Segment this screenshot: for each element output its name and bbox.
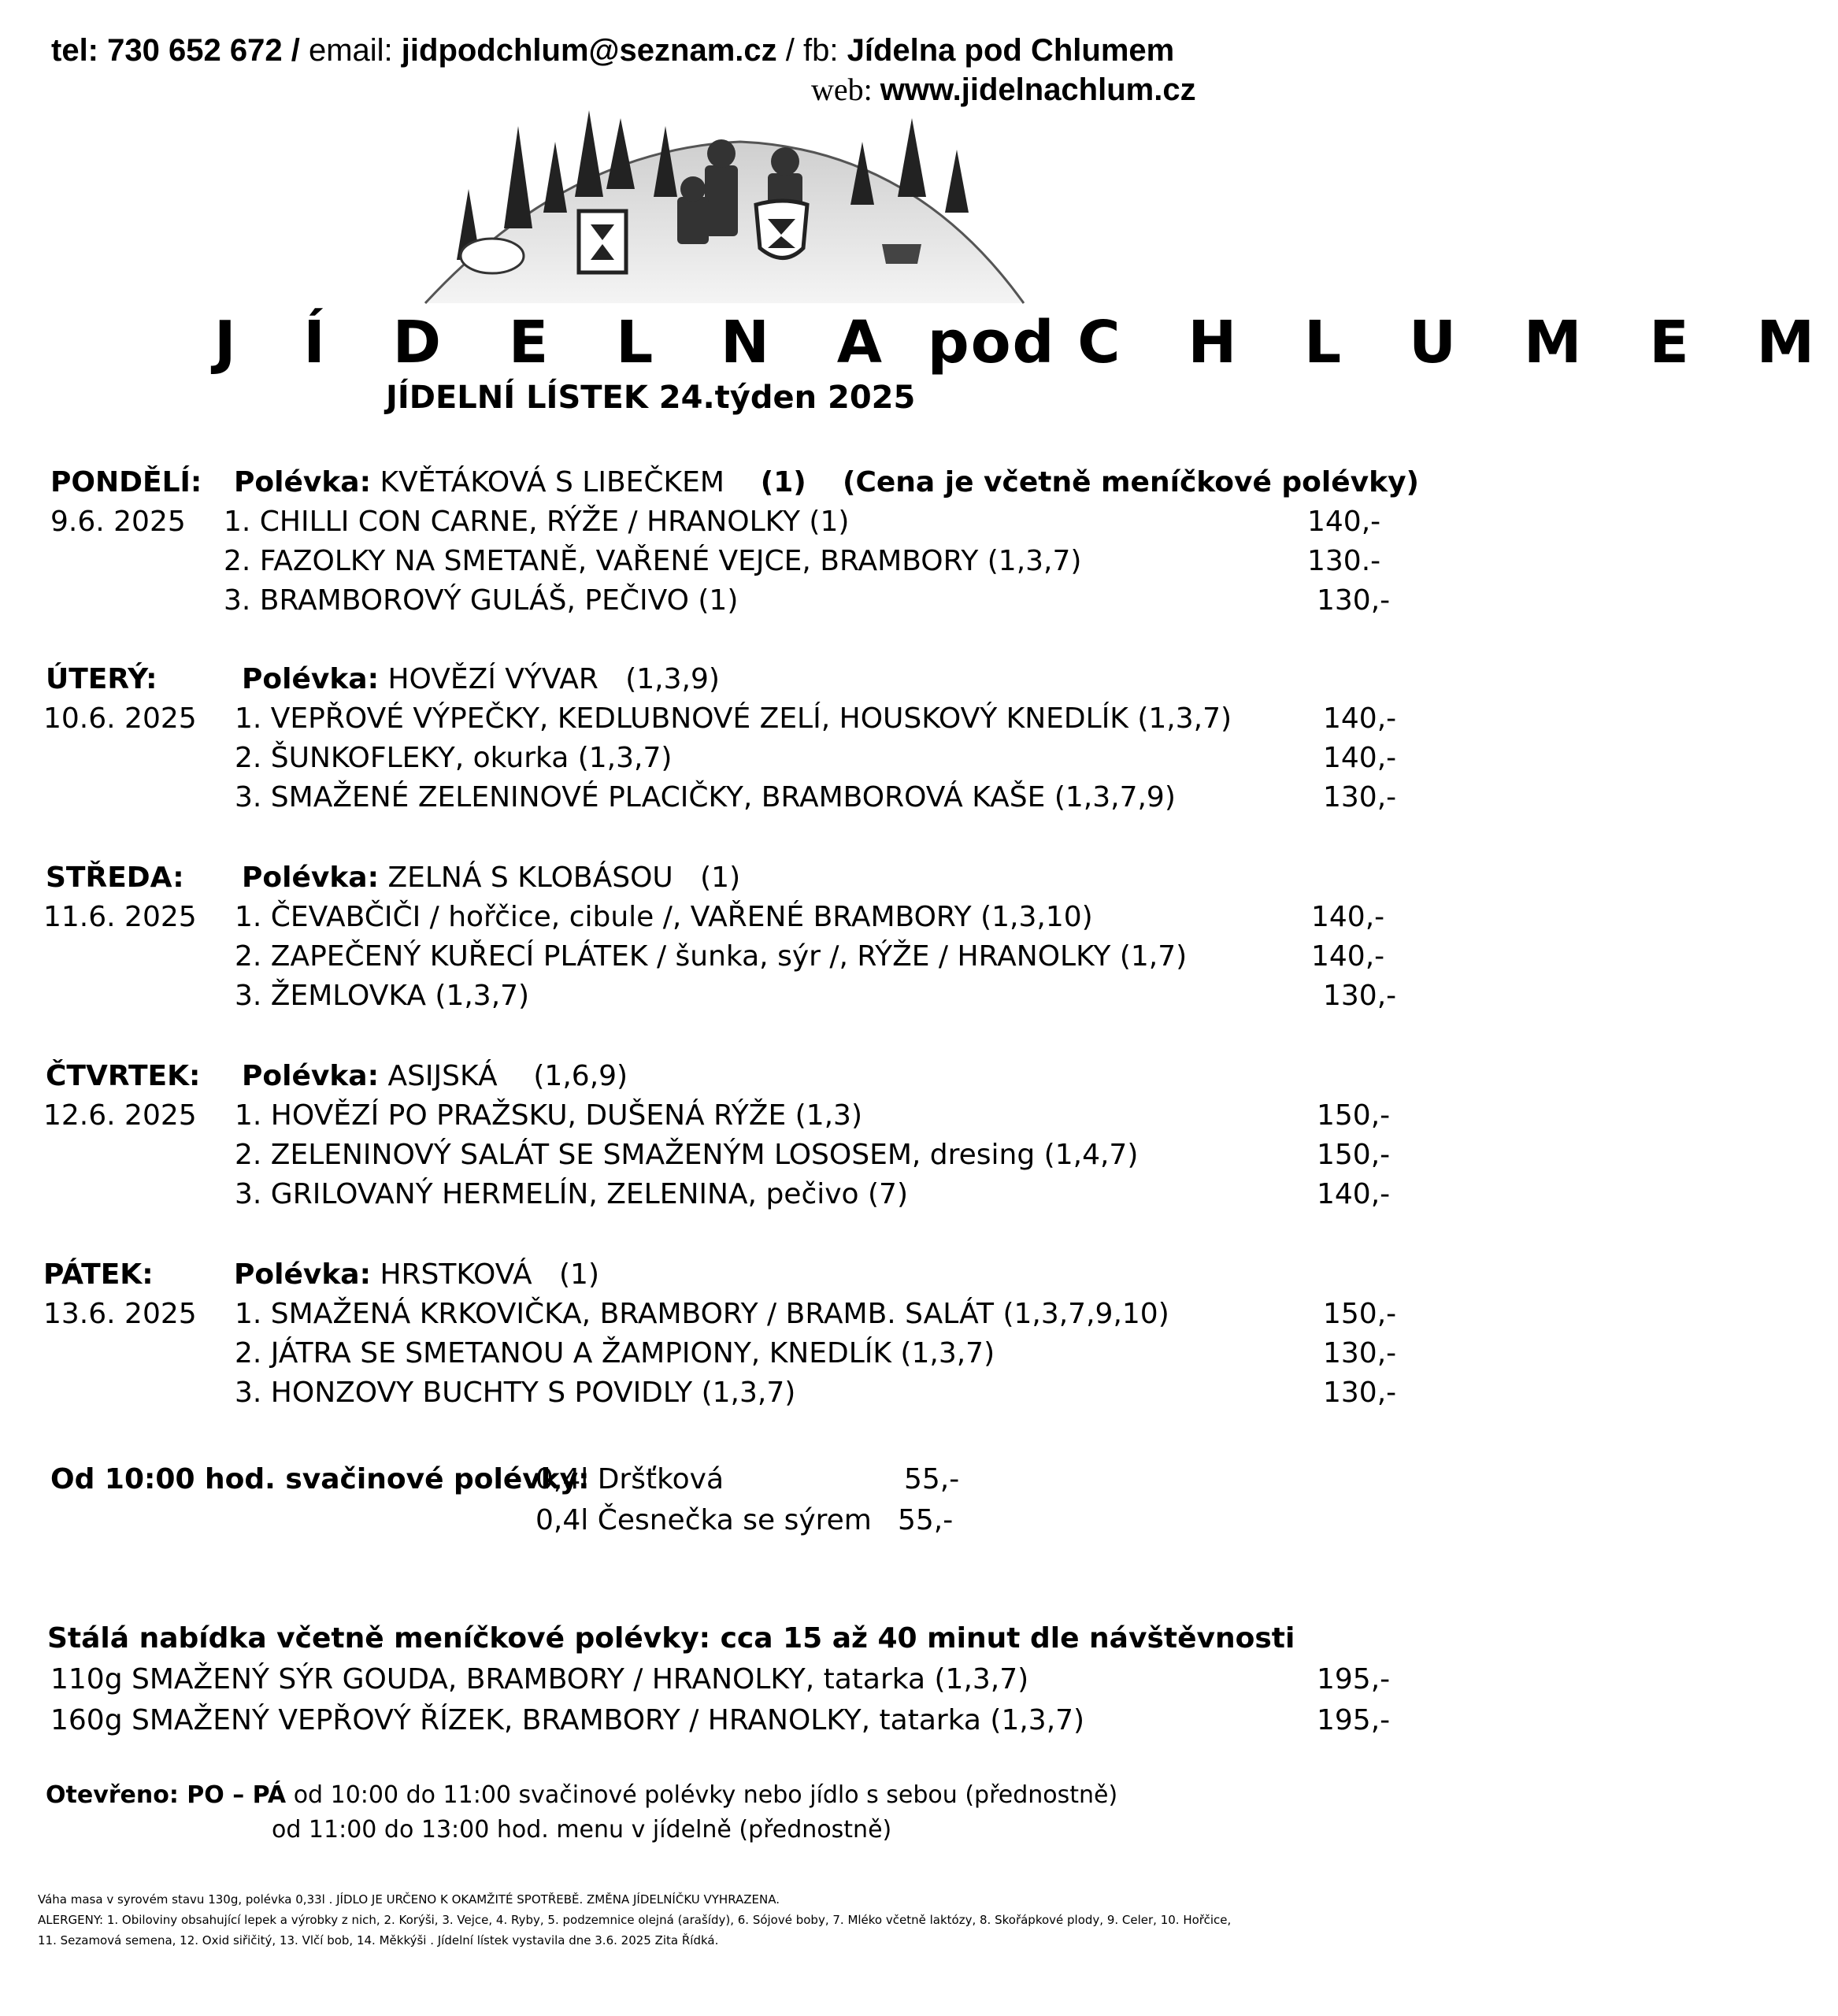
- snack-price: 55,-: [898, 1504, 954, 1536]
- footer-allergens-cont: 11. Sezamová semena, 12. Oxid siřičitý, 13. Vlčí bob, 14. Měkkýši . Jídelní lístek vystavila dne 3.6. 2025 Zita Řídká.: [38, 1933, 719, 1947]
- standing-item: 160g SMAŽENÝ VEPŘOVÝ ŘÍZEK, BRAMBORY / HRANOLKY, tatarka (1,3,7): [50, 1704, 1085, 1736]
- tel-number: 730 652 672: [107, 33, 283, 68]
- meal-item: 3. BRAMBOROVÝ GULÁŠ, PEČIVO (1): [224, 584, 739, 617]
- separator: /: [291, 33, 300, 68]
- fb-name: Jídelna pod Chlumem: [847, 33, 1175, 68]
- soup-name: HRSTKOVÁ: [380, 1258, 532, 1291]
- meal-item: 3. HONZOVY BUCHTY S POVIDLY (1,3,7): [235, 1377, 796, 1409]
- footer-note: Váha masa v syrovém stavu 130g, polévka 0,33l . JÍDLO JE URČENO K OKAMŽITÉ SPOTŘEBĚ. ZMĚNA JÍDELNÍČKU VYHRAZENA.: [38, 1892, 780, 1907]
- soup-name: KVĚTÁKOVÁ S LIBEČKEM: [380, 466, 724, 498]
- meal-item: 2. JÁTRA SE SMETANOU A ŽAMPIONY, KNEDLÍK (1,3,7): [235, 1337, 995, 1369]
- meal-item: 2. FAZOLKY NA SMETANĚ, VAŘENÉ VEJCE, BRAMBORY (1,3,7): [224, 545, 1082, 577]
- soup-line: [242, 663, 720, 695]
- email-address: jidpodchlum@seznam.cz: [401, 33, 777, 68]
- tel-label: tel:: [51, 33, 98, 68]
- meal-item: 3. ŽEMLOVKA (1,3,7): [235, 980, 530, 1012]
- soup-allergens: (1): [760, 466, 806, 498]
- meal-price: 140,-: [1307, 506, 1381, 538]
- opening-line1: od 10:00 do 11:00 svačinové polévky nebo jídlo s sebou (přednostně): [293, 1781, 1118, 1809]
- day-date: 11.6. 2025: [43, 901, 197, 933]
- soup-line: [234, 1258, 599, 1291]
- hill-knights-illustration: [409, 79, 1039, 307]
- page-title: [214, 309, 1838, 376]
- meal-item: 1. CHILLI CON CARNE, RÝŽE / HRANOLKY (1): [224, 506, 850, 538]
- meal-item: 3. GRILOVANÝ HERMELÍN, ZELENINA, pečivo (7): [235, 1178, 908, 1210]
- soup-line: [234, 466, 806, 498]
- contact-line: [51, 33, 1174, 69]
- meal-item: 1. SMAŽENÁ KRKOVIČKA, BRAMBORY / BRAMB. SALÁT (1,3,7,9,10): [235, 1298, 1169, 1330]
- soup-label: Polévka:: [242, 1060, 379, 1092]
- soup-line: [242, 1060, 628, 1092]
- meal-price: 130.-: [1307, 545, 1381, 577]
- snack-item: 0,4l Česnečka se sýrem: [535, 1504, 872, 1536]
- soup-allergens: (1,3,9): [625, 663, 720, 695]
- soup-line: [242, 862, 740, 894]
- standing-item: 110g SMAŽENÝ SÝR GOUDA, BRAMBORY / HRANOLKY, tatarka (1,3,7): [50, 1663, 1029, 1695]
- day-label: ČTVRTEK:: [46, 1060, 201, 1092]
- meal-item: 2. ZAPEČENÝ KUŘECÍ PLÁTEK / šunka, sýr /, RÝŽE / HRANOLKY (1,7): [235, 940, 1188, 973]
- meal-item: 2. ZELENINOVÝ SALÁT SE SMAŽENÝM LOSOSEM, dresing (1,4,7): [235, 1139, 1139, 1171]
- title-chlumem: C H L U M E M: [1077, 309, 1838, 376]
- soup-label: Polévka:: [234, 1258, 371, 1291]
- meal-price: 140,-: [1323, 702, 1397, 735]
- meal-price: 150,-: [1323, 1298, 1397, 1330]
- soup-label: Polévka:: [234, 466, 371, 498]
- snack-item: 0,4l Dršťková: [535, 1463, 724, 1495]
- meal-price: 140,-: [1311, 901, 1385, 933]
- meal-price: 150,-: [1317, 1139, 1391, 1171]
- meal-item: 1. ČEVABČIČI / hořčice, cibule /, VAŘENÉ BRAMBORY (1,3,10): [235, 901, 1093, 933]
- opening-hours: [46, 1781, 1117, 1809]
- email-label: email:: [308, 33, 393, 68]
- meal-item: 3. SMAŽENÉ ZELENINOVÉ PLACIČKY, BRAMBOROVÁ KAŠE (1,3,7,9): [235, 781, 1176, 813]
- standing-heading: Stálá nabídka včetně meníčkové polévky: cca 15 až 40 minut dle návštěvnosti: [47, 1622, 1295, 1655]
- opening-label: Otevřeno: PO – PÁ: [46, 1781, 287, 1809]
- web-label: web:: [811, 72, 873, 107]
- soup-allergens: (1): [559, 1258, 599, 1291]
- day-date: 12.6. 2025: [43, 1099, 197, 1132]
- title-jidelna: J Í D E L N A: [214, 309, 906, 376]
- day-label: PÁTEK:: [43, 1258, 154, 1291]
- meal-price: 130,-: [1323, 1337, 1397, 1369]
- meal-price: 150,-: [1317, 1099, 1391, 1132]
- meal-price: 130,-: [1323, 781, 1397, 813]
- soup-label: Polévka:: [242, 862, 379, 894]
- snack-label: Od 10:00 hod. svačinové polévky:: [50, 1463, 590, 1495]
- meal-price: 130,-: [1323, 980, 1397, 1012]
- web-address: www.jidelnachlum.cz: [880, 72, 1196, 107]
- price-note: (Cena je včetně meníčkové polévky): [843, 466, 1419, 498]
- menu-subtitle: JÍDELNÍ LÍSTEK 24.týden 2025: [386, 380, 916, 416]
- meal-price: 130,-: [1323, 1377, 1397, 1409]
- meal-item: 1. VEPŘOVÉ VÝPEČKY, KEDLUBNOVÉ ZELÍ, HOUSKOVÝ KNEDLÍK (1,3,7): [235, 702, 1232, 735]
- day-date: 9.6. 2025: [50, 506, 186, 538]
- day-label: STŘEDA:: [46, 862, 184, 894]
- meal-price: 140,-: [1311, 940, 1385, 973]
- day-date: 10.6. 2025: [43, 702, 197, 735]
- meal-price: 140,-: [1317, 1178, 1391, 1210]
- day-label: PONDĚLÍ:: [50, 466, 202, 498]
- snack-price: 55,-: [904, 1463, 960, 1495]
- meal-item: 1. HOVĚZÍ PO PRAŽSKU, DUŠENÁ RÝŽE (1,3): [235, 1099, 862, 1132]
- meal-price: 130,-: [1317, 584, 1391, 617]
- soup-name: ZELNÁ S KLOBÁSOU: [387, 862, 673, 894]
- day-date: 13.6. 2025: [43, 1298, 197, 1330]
- footer-allergens: ALERGENY: 1. Obiloviny obsahující lepek a výrobky z nich, 2. Korýši, 3. Vejce, 4. Ryby, 5. podzemnice olejná (arašídy), 6. Sójové boby, 7. Mléko včetně laktózy, 8. Skořápkové plody, 9. Celer, 10. Hořčice,: [38, 1913, 1232, 1927]
- fb-label: / fb:: [785, 33, 839, 68]
- day-label: ÚTERÝ:: [46, 663, 157, 695]
- soup-name: ASIJSKÁ: [387, 1060, 498, 1092]
- meal-item: 2. ŠUNKOFLEKY, okurka (1,3,7): [235, 742, 673, 774]
- soup-label: Polévka:: [242, 663, 379, 695]
- soup-allergens: (1): [700, 862, 741, 894]
- soup-allergens: (1,6,9): [533, 1060, 628, 1092]
- soup-name: HOVĚZÍ VÝVAR: [387, 663, 598, 695]
- standing-price: 195,-: [1317, 1663, 1391, 1695]
- title-pod: pod: [927, 309, 1056, 376]
- opening-line2: od 11:00 do 13:00 hod. menu v jídelně (přednostně): [272, 1816, 892, 1844]
- standing-price: 195,-: [1317, 1704, 1391, 1736]
- meal-price: 140,-: [1323, 742, 1397, 774]
